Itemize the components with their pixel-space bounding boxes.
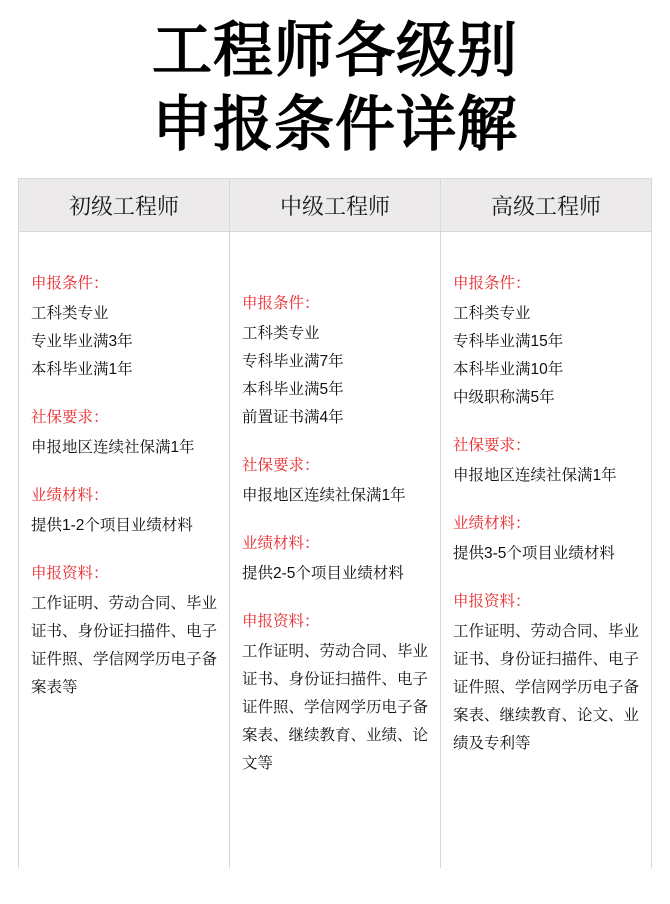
section-label: 业绩材料： [242,535,320,552]
section-text: 工作证明、劳动合同、毕业证书、身份证扫描件、电子证件照、学信网学历电子备案表等 [31,595,218,696]
section-text: 工作证明、劳动合同、毕业证书、身份证扫描件、电子证件照、学信网学历电子备案表、继续教育、论文、业绩及专利等 [453,623,640,752]
section-line: 申报地区连续社保满1年 [242,487,406,504]
section-label: 申报资料： [31,565,109,582]
section-line: 提供2-5个项目业绩材料 [242,565,404,582]
section-line: 申报地区连续社保满1年 [453,467,617,484]
section-performance-materials [453,510,641,568]
section-performance-materials [31,482,219,540]
section-performance-materials [242,530,430,588]
section-text: 工作证明、劳动合同、毕业证书、身份证扫描件、电子证件照、学信网学历电子备案表、继续教育、业绩、论文等 [242,643,429,772]
section-requirements [242,290,430,432]
section-line: 专科毕业满7年 [242,353,344,370]
column-body-intermediate [230,232,441,868]
section-text [453,540,641,568]
section-text [453,462,641,490]
section-social-insurance [453,432,641,490]
section-application-documents [242,608,430,778]
section-label: 社保要求： [31,409,109,426]
table-header-row [19,179,651,232]
section-text [31,434,219,462]
column-header-intermediate: 中级工程师 [230,179,441,231]
section-line: 工科类专业 [242,325,320,342]
section-label: 申报资料： [242,613,320,630]
section-label: 申报条件： [242,295,320,312]
section-line: 专科毕业满15年 [453,333,564,350]
section-line: 前置证书满4年 [242,409,344,426]
section-text [242,560,430,588]
section-label: 申报资料： [453,593,531,610]
comparison-table [18,178,652,868]
title-line-2: 申报条件详解 [152,90,518,160]
section-line: 提供1-2个项目业绩材料 [31,517,193,534]
section-label: 申报条件： [31,275,109,292]
section-social-insurance [242,452,430,510]
column-body-senior [441,232,651,868]
section-application-documents [453,588,641,758]
title-line-1: 工程师各级别 [152,16,518,86]
section-label: 社保要求： [242,457,320,474]
section-label: 业绩材料： [453,515,531,532]
section-text [242,320,430,432]
section-application-documents [31,560,219,702]
section-line: 本科毕业满1年 [31,361,133,378]
section-line: 专业毕业满3年 [31,333,133,350]
section-line: 工科类专业 [453,305,531,322]
section-requirements [31,270,219,384]
section-line: 提供3-5个项目业绩材料 [453,545,615,562]
section-text [453,300,641,412]
section-line: 中级职称满5年 [453,389,555,406]
section-line: 本科毕业满10年 [453,361,564,378]
column-header-senior: 高级工程师 [490,193,601,219]
section-text [31,300,219,384]
section-line: 工科类专业 [31,305,109,322]
section-label: 申报条件： [453,275,531,292]
section-label: 社保要求： [453,437,531,454]
section-text [242,482,430,510]
column-body-junior [19,232,230,868]
section-line: 本科毕业满5年 [242,381,344,398]
column-header-junior: 初级工程师 [19,179,230,231]
section-text [31,512,219,540]
section-line: 申报地区连续社保满1年 [31,439,195,456]
table-body-row [19,232,651,868]
section-requirements [453,270,641,412]
page-title [0,0,670,172]
section-label: 业绩材料： [31,487,109,504]
section-social-insurance [31,404,219,462]
